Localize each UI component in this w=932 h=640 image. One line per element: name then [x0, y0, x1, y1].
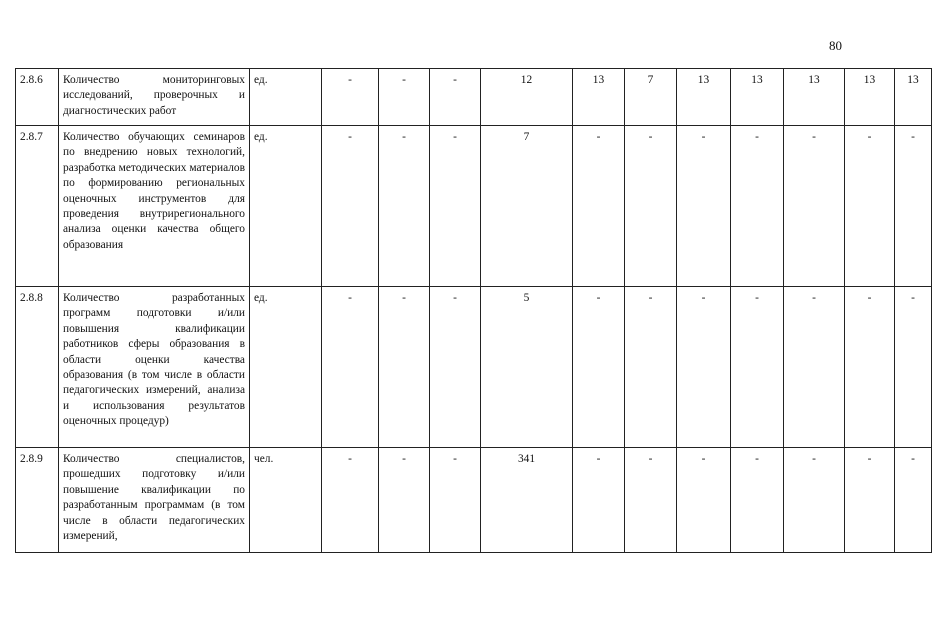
value-cell: -: [573, 287, 625, 448]
value-cell: -: [731, 448, 784, 553]
value-cell: 13: [845, 69, 895, 126]
value-cell: -: [845, 448, 895, 553]
page-number: 80: [829, 38, 842, 53]
value-cell: -: [379, 126, 430, 287]
value-cell: -: [625, 126, 677, 287]
value-cell: -: [677, 287, 731, 448]
row-number: 2.8.6: [16, 69, 59, 126]
value-cell: -: [895, 448, 932, 553]
value-cell: -: [379, 448, 430, 553]
value-cell: 341: [481, 448, 573, 553]
indicator-description: Количество специалистов, прошедших подготовку и/или повышение квалификации по разработанным программам (в том числе в области педагогических измерений,: [59, 448, 250, 553]
value-cell: 13: [731, 69, 784, 126]
value-cell: -: [845, 126, 895, 287]
unit-cell: ед.: [250, 126, 322, 287]
value-cell: -: [677, 126, 731, 287]
table-body: [16, 69, 932, 553]
value-cell: 13: [784, 69, 845, 126]
value-cell: -: [379, 287, 430, 448]
value-cell: -: [573, 126, 625, 287]
value-cell: -: [895, 287, 932, 448]
value-cell: -: [430, 69, 481, 126]
table-row: [16, 126, 932, 287]
value-cell: -: [322, 69, 379, 126]
value-cell: -: [322, 448, 379, 553]
value-cell: -: [430, 126, 481, 287]
table-row: [16, 448, 932, 553]
value-cell: 5: [481, 287, 573, 448]
row-number: 2.8.9: [16, 448, 59, 553]
value-cell: -: [625, 287, 677, 448]
indicators-table: [15, 68, 932, 553]
value-cell: 12: [481, 69, 573, 126]
value-cell: -: [430, 287, 481, 448]
value-cell: -: [625, 448, 677, 553]
value-cell: -: [731, 126, 784, 287]
unit-cell: чел.: [250, 448, 322, 553]
value-cell: -: [895, 126, 932, 287]
indicator-description: Количество обучающих семинаров по внедрению новых технологий, разработка методических материалов по формированию региональных оценочных инструментов для проведения внутрирегионального анализа оценки качества общего образования: [59, 126, 250, 287]
row-number: 2.8.8: [16, 287, 59, 448]
value-cell: -: [322, 126, 379, 287]
indicator-description: Количество мониторинговых исследований, проверочных и диагностических работ: [59, 69, 250, 126]
value-cell: -: [322, 287, 379, 448]
value-cell: -: [430, 448, 481, 553]
row-number: 2.8.7: [16, 126, 59, 287]
unit-cell: ед.: [250, 69, 322, 126]
value-cell: -: [573, 448, 625, 553]
value-cell: -: [677, 448, 731, 553]
value-cell: -: [784, 126, 845, 287]
value-cell: 13: [677, 69, 731, 126]
value-cell: -: [379, 69, 430, 126]
table-row: [16, 69, 932, 126]
value-cell: -: [845, 287, 895, 448]
value-cell: 13: [895, 69, 932, 126]
value-cell: 13: [573, 69, 625, 126]
table-row: [16, 287, 932, 448]
value-cell: -: [784, 448, 845, 553]
value-cell: 7: [481, 126, 573, 287]
value-cell: -: [731, 287, 784, 448]
indicator-description: Количество разработанных программ подготовки и/или повышения квалификации работников сферы образования в области оценки качества образования (в том числе в области педагогических измерений, анализа и использования результатов оценочных процедур): [59, 287, 250, 448]
value-cell: 7: [625, 69, 677, 126]
unit-cell: ед.: [250, 287, 322, 448]
value-cell: -: [784, 287, 845, 448]
